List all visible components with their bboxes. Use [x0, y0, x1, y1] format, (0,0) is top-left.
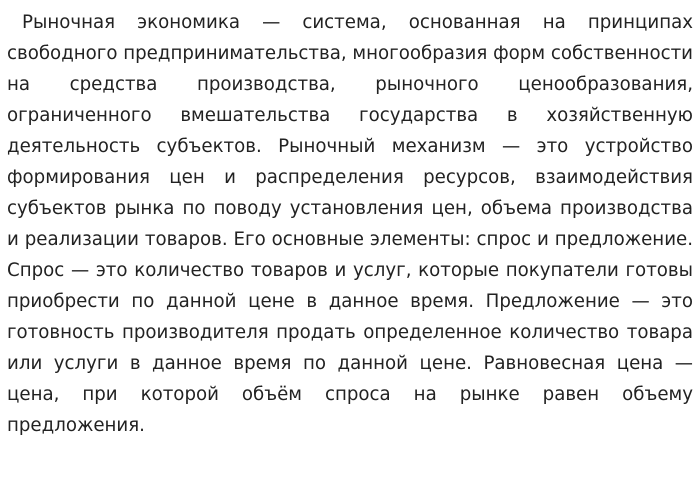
document-body: [7, 7, 693, 441]
text-paragraph: Рыночная экономика — система, основанная на принципах свободного предпринимательства, многообразия форм собственности на средства производства, рыночного ценообразования, ограниченного вмешательства государства в хозяйственную деятельность субъектов. Рыночный механизм — это устройство формирования цен и распределения ресурсов, взаимодействия субъектов рынка по поводу установления цен, объема производства и реализации товаров. Его основные элементы: спрос и предложение. Спрос — это количество товаров и услуг, которые покупатели готовы приобрести по данной цене в данное время. Предложение — это готовность производителя продать определенное количество товара или услуги в данное время по данной цене. Равновесная цена — цена, при которой объём спроса на рынке равен объему предложения.: [7, 12, 693, 436]
